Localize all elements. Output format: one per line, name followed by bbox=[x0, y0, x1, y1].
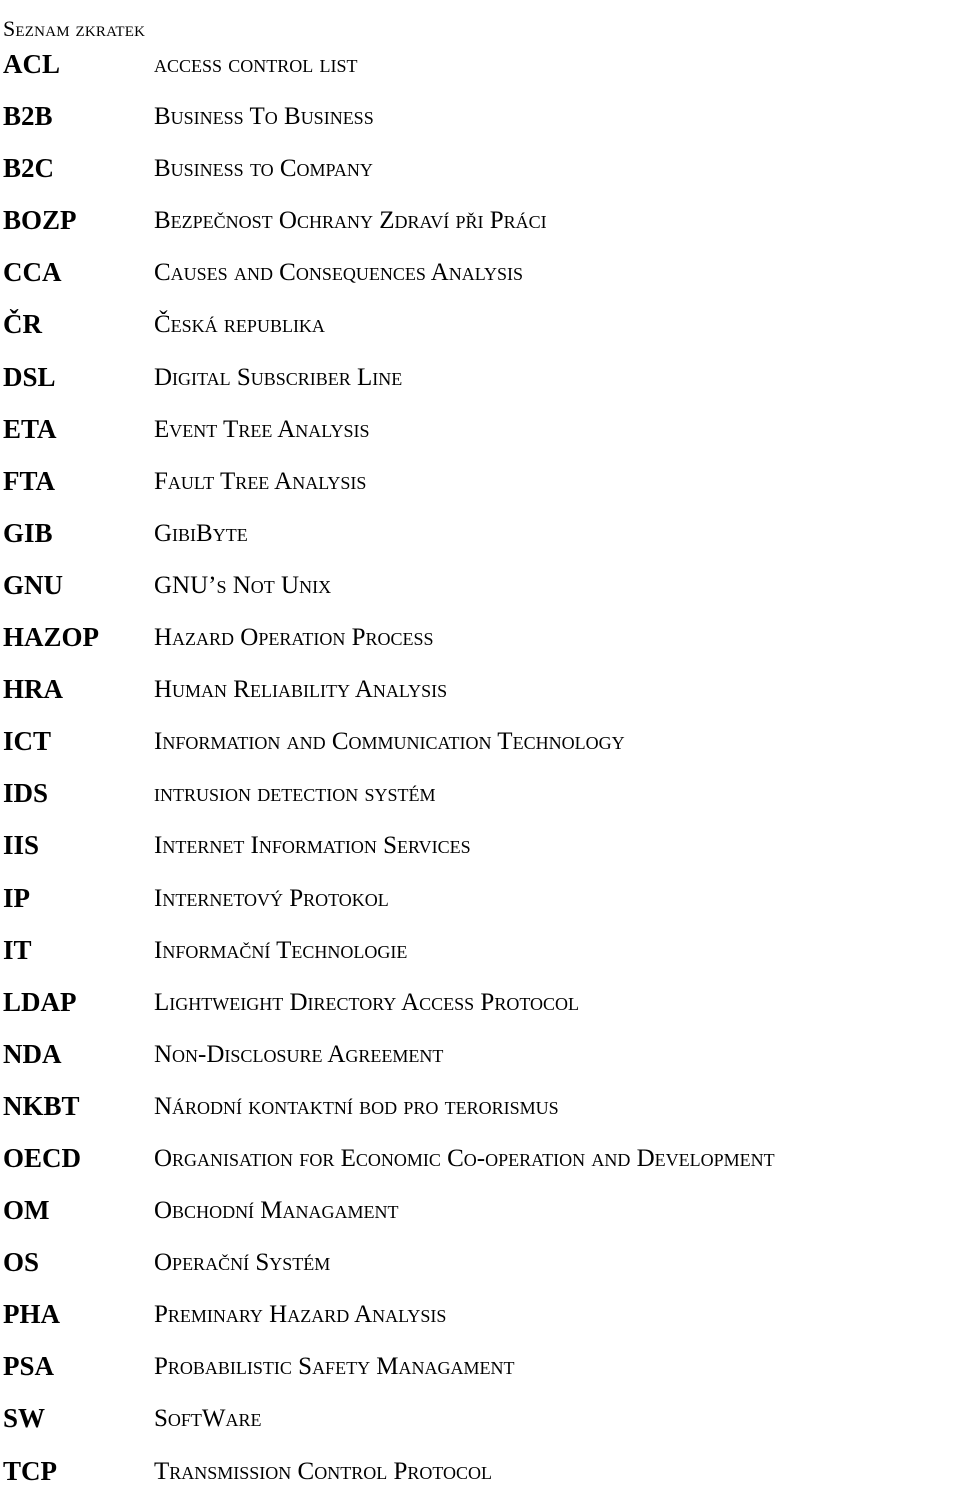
abbreviation-row bbox=[0, 611, 960, 663]
abbreviation-definition: GNU’s Not Unix bbox=[154, 571, 332, 599]
abbreviation-row bbox=[0, 924, 960, 976]
abbreviation-term: HRA bbox=[3, 674, 63, 705]
abbreviation-term: IP bbox=[3, 882, 30, 913]
abbreviation-term: HAZOP bbox=[3, 622, 100, 653]
abbreviation-term: ACL bbox=[3, 49, 61, 79]
abbreviation-definition: Non-Disclosure Agreement bbox=[154, 1040, 444, 1068]
abbreviation-term: PSA bbox=[3, 1351, 55, 1382]
abbreviation-term: NDA bbox=[3, 1038, 62, 1069]
abbreviation-row bbox=[0, 1236, 960, 1288]
abbreviation-definition: Fault Tree Analysis bbox=[154, 467, 367, 495]
abbreviation-definition: access control list bbox=[154, 51, 358, 78]
abbreviation-row bbox=[0, 715, 960, 767]
abbreviation-row bbox=[0, 1392, 960, 1444]
abbreviation-term: TCP bbox=[3, 1455, 57, 1486]
abbreviation-term: SW bbox=[3, 1403, 46, 1434]
abbreviation-definition: intrusion detection systém bbox=[154, 780, 436, 808]
abbreviation-list bbox=[0, 38, 960, 1497]
abbreviation-definition: GibiByte bbox=[154, 519, 248, 547]
abbreviation-definition: Česká republika bbox=[154, 311, 325, 339]
abbreviation-row bbox=[0, 1288, 960, 1340]
abbreviation-term: CCA bbox=[3, 257, 62, 288]
abbreviation-definition: Obchodní Managament bbox=[154, 1197, 399, 1225]
abbreviation-definition: Digital Subscriber Line bbox=[154, 363, 403, 391]
abbreviation-definition: Information and Communication Technology bbox=[154, 728, 625, 756]
abbreviation-term: NKBT bbox=[3, 1090, 80, 1121]
abbreviation-definition: Organisation for Economic Co-operation and Development bbox=[154, 1144, 775, 1172]
abbreviation-definition: Bezpečnost Ochrany Zdraví při Práci bbox=[154, 207, 547, 235]
abbreviation-definition: Lightweight Directory Access Protocol bbox=[154, 988, 579, 1016]
abbreviation-row bbox=[0, 1028, 960, 1080]
abbreviation-row bbox=[0, 819, 960, 871]
abbreviation-term: IT bbox=[3, 934, 32, 965]
abbreviation-term: ČR bbox=[3, 309, 42, 340]
abbreviation-row bbox=[0, 663, 960, 715]
abbreviation-term: B2B bbox=[3, 101, 53, 132]
abbreviation-definition: Preminary Hazard Analysis bbox=[154, 1301, 447, 1329]
abbreviation-term: BOZP bbox=[3, 205, 77, 236]
abbreviation-term: FTA bbox=[3, 465, 55, 496]
abbreviation-definition: Business To Business bbox=[154, 103, 374, 131]
abbreviation-row bbox=[0, 559, 960, 611]
abbreviation-definition: Human Reliability Analysis bbox=[154, 676, 448, 704]
abbreviation-definition: Transmission Control Protocol bbox=[154, 1457, 493, 1485]
abbreviation-definition: Operační Systém bbox=[154, 1249, 331, 1277]
abbreviation-term: B2C bbox=[3, 153, 55, 184]
page-title: Seznam zkratek bbox=[3, 15, 146, 41]
abbreviation-row bbox=[0, 1132, 960, 1184]
abbreviation-row bbox=[0, 351, 960, 403]
abbreviation-row bbox=[0, 194, 960, 246]
abbreviation-term: IIS bbox=[3, 830, 40, 861]
abbreviation-term: IDS bbox=[3, 778, 49, 809]
abbreviation-row bbox=[0, 507, 960, 559]
abbreviation-row bbox=[0, 403, 960, 455]
abbreviation-row bbox=[0, 767, 960, 819]
abbreviation-row bbox=[0, 38, 960, 90]
abbreviation-term: ETA bbox=[3, 413, 57, 444]
abbreviation-definition: Causes and Consequences Analysis bbox=[154, 259, 523, 287]
abbreviation-term: GIB bbox=[3, 517, 53, 548]
abbreviation-definition: Národní kontaktní bod pro terorismus bbox=[154, 1092, 559, 1120]
abbreviation-definition: Probabilistic Safety Managament bbox=[154, 1353, 515, 1381]
abbreviation-term: OS bbox=[3, 1247, 40, 1278]
abbreviation-row bbox=[0, 1340, 960, 1392]
abbreviation-term: OECD bbox=[3, 1142, 82, 1173]
abbreviation-row bbox=[0, 1445, 960, 1497]
abbreviation-definition: Hazard Operation Process bbox=[154, 624, 434, 652]
abbreviation-row bbox=[0, 1080, 960, 1132]
abbreviation-row bbox=[0, 872, 960, 924]
abbreviation-row bbox=[0, 1184, 960, 1236]
abbreviation-row bbox=[0, 90, 960, 142]
abbreviation-term: LDAP bbox=[3, 986, 77, 1017]
abbreviation-definition: Informační Technologie bbox=[154, 936, 408, 964]
abbreviation-row bbox=[0, 298, 960, 350]
abbreviation-definition: Internet Information Services bbox=[154, 832, 471, 860]
abbreviation-term: OM bbox=[3, 1195, 50, 1226]
abbreviation-definition: Event Tree Analysis bbox=[154, 415, 370, 443]
abbreviation-term: GNU bbox=[3, 569, 63, 600]
abbreviation-row bbox=[0, 976, 960, 1028]
abbreviation-row bbox=[0, 246, 960, 298]
abbreviation-row bbox=[0, 142, 960, 194]
abbreviation-definition: Business to Company bbox=[154, 155, 373, 183]
abbreviation-term: DSL bbox=[3, 361, 56, 392]
abbreviation-definition: Internetový Protokol bbox=[154, 884, 389, 912]
abbreviation-term: PHA bbox=[3, 1299, 60, 1330]
abbreviation-definition: SoftWare bbox=[154, 1405, 262, 1433]
abbreviation-term: ICT bbox=[3, 726, 52, 757]
abbreviation-row bbox=[0, 455, 960, 507]
